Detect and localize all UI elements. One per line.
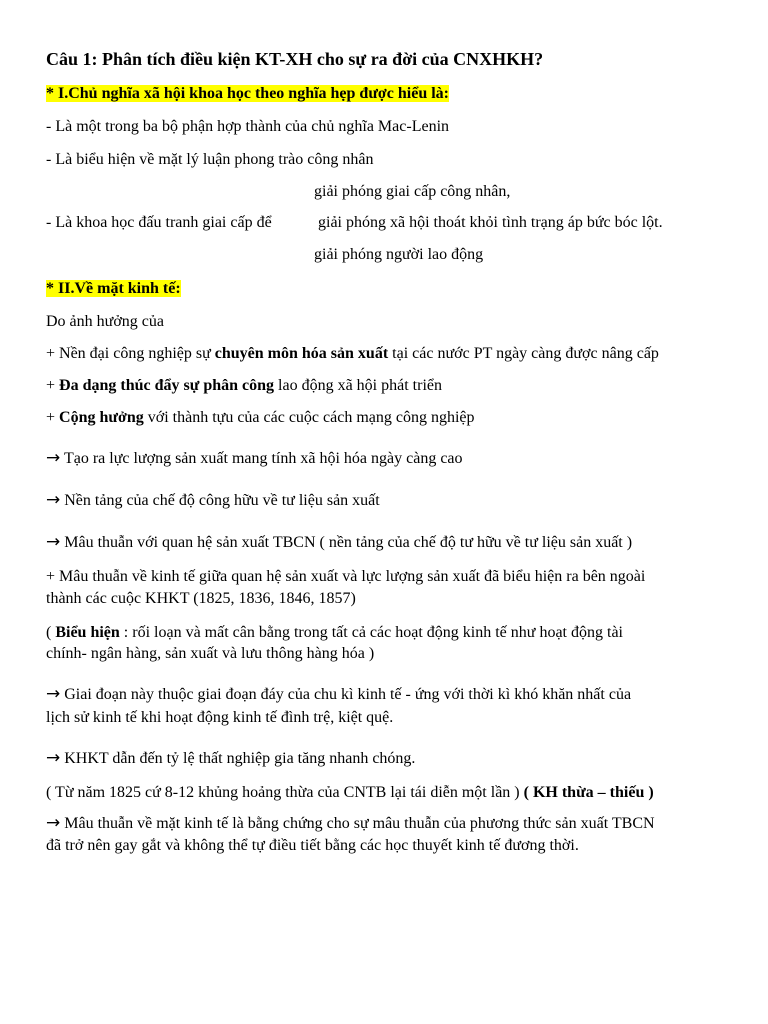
right-arrow-icon: →: [46, 448, 61, 468]
section2-point1: + Nền đại công nghiệp sự chuyên môn hóa sản xuất tại các nước PT ngày càng được nâng cấp: [46, 345, 659, 362]
result-line1: → Tạo ra lực lượng sản xuất mang tính xã hội hóa ngày càng cao: [46, 448, 463, 468]
right-arrow-icon: →: [46, 684, 61, 704]
right-arrow-icon: →: [46, 748, 61, 768]
section2-point6: ( Từ năm 1825 cứ 8-12 khủng hoảng thừa của CNTB lại tái diễn một lần ) ( KH thừa – thiếu ): [46, 784, 654, 801]
result-line3: → Mâu thuẫn với quan hệ sản xuất TBCN ( nền tảng của chế độ tư hữu về tư liệu sản xuất ): [46, 532, 633, 552]
result-line6-l1: → Mâu thuẫn về mặt kinh tế là bằng chứng cho sự mâu thuẫn của phương thức sản xuất TBCN: [46, 813, 655, 833]
section2-point4-l2: thành các cuộc KHKT (1825, 1836, 1846, 1857): [46, 590, 356, 607]
result-line6-l2: đã trở nên gay gắt và không thể tự điều tiết bằng các học thuyết kinh tế đương thời.: [46, 837, 579, 854]
result-line2: → Nền tảng của chế độ công hữu về tư liệu sản xuất: [46, 490, 380, 510]
section1-line1: - Là một trong ba bộ phận hợp thành của chủ nghĩa Mac-Lenin: [46, 118, 450, 135]
section2-heading: * II.Về mặt kinh tế:: [46, 280, 181, 297]
section1-line2: - Là biểu hiện về mặt lý luận phong trào công nhân: [46, 151, 374, 168]
section2-point5-l1: ( Biểu hiện : rối loạn và mất cân bằng trong tất cả các hoạt động kinh tế như hoạt động tài: [46, 624, 623, 641]
result-line4-l1: → Giai đoạn này thuộc giai đoạn đáy của chu kì kinh tế - ứng với thời kì khó khăn nhất của: [46, 684, 632, 704]
section1-branch3: giải phóng người lao động: [314, 246, 484, 263]
result-line4-l2: lịch sử kinh tế khi hoạt động kinh tế đình trệ, kiệt quệ.: [46, 709, 394, 726]
right-arrow-icon: →: [46, 532, 61, 552]
document-title: Câu 1: Phân tích điều kiện KT-XH cho sự ra đời của CNXHKH?: [46, 49, 544, 69]
section2-point2: + Đa dạng thúc đẩy sự phân công lao động xã hội phát triển: [46, 377, 442, 394]
result-line5: → KHKT dẫn đến tỷ lệ thất nghiệp gia tăng nhanh chóng.: [46, 748, 416, 768]
section2-point4-l1: + Mâu thuẫn về kinh tế giữa quan hệ sản xuất và lực lượng sản xuất đã biểu hiện ra bên ngoài: [46, 568, 646, 585]
right-arrow-icon: →: [46, 813, 61, 833]
section2-point3: + Cộng hưởng với thành tựu của các cuộc cách mạng công nghiệp: [46, 409, 475, 426]
section2-intro: Do ảnh hưởng của: [46, 313, 164, 330]
section1-branch1: giải phóng giai cấp công nhân,: [314, 183, 511, 200]
section1-branch2: giải phóng xã hội thoát khỏi tình trạng áp bức bóc lột.: [318, 214, 663, 231]
section2-point5-l2: chính- ngân hàng, sản xuất và lưu thông hàng hóa ): [46, 645, 375, 662]
section1-heading: * I.Chủ nghĩa xã hội khoa học theo nghĩa hẹp được hiểu là:: [46, 85, 450, 102]
right-arrow-icon: →: [46, 490, 61, 510]
section1-line3: - Là khoa học đấu tranh giai cấp để: [46, 214, 272, 231]
